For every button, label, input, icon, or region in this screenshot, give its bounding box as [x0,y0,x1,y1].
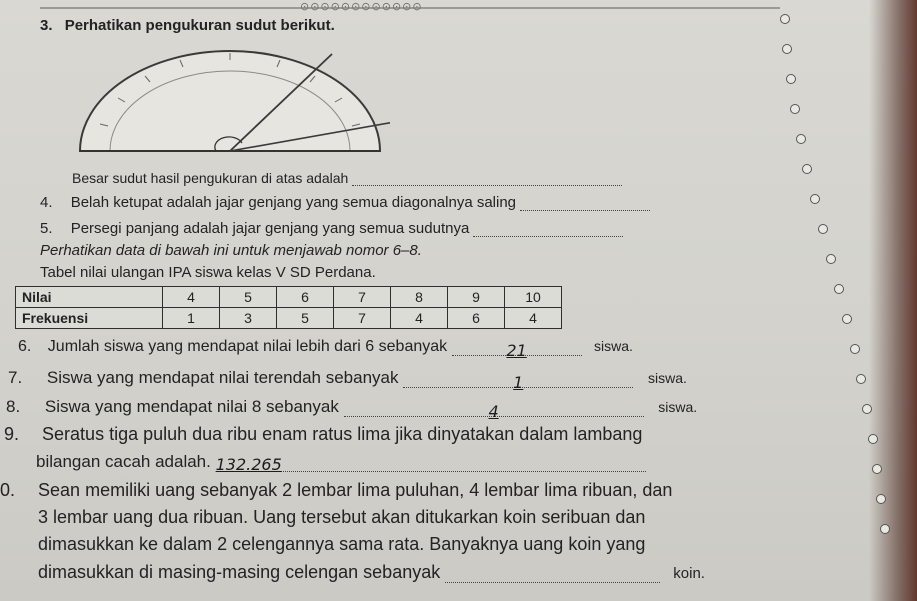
answer-blank[interactable] [473,222,623,237]
question-text: Perhatikan pengukuran sudut berikut. [64,17,335,34]
answer-prompt: Besar sudut hasil pengukuran di atas adalah [72,170,349,186]
table-cell: 6 [277,287,334,308]
question-10-line-3: dimasukkan ke dalam 2 celengannya sama rata. Banyaknya uang koin yang [38,534,646,554]
table-title: Tabel nilai ulangan IPA siswa kelas V SD Perdana. [40,264,376,281]
instruction-text: Perhatikan data di bawah ini untuk menjawab nomor 6–8. [40,242,422,259]
handwritten-answer: 1 [513,373,524,392]
protractor-figure [70,46,390,161]
question-text: Siswa yang mendapat nilai 8 sebanyak [44,397,339,416]
question-number: 7. [8,368,23,387]
table-cell: 7 [334,308,391,329]
table-cell: 10 [505,287,562,308]
row-header: Frekuensi [16,308,163,329]
table-cell: 6 [448,308,505,329]
table-cell: 3 [220,308,277,329]
question-9-line-2 [36,452,646,472]
handwritten-answer: 21 [506,341,527,360]
page-shadow-edge [869,0,917,601]
table-cell: 8 [391,287,448,308]
question-number: 6. [18,338,32,355]
table-cell: 7 [334,287,391,308]
handwritten-answer: 4 [488,402,499,421]
question-3-answer-line [72,170,622,186]
question-text: Siswa yang mendapat nilai terendah sebanyak [46,368,399,387]
question-text: dimasukkan di masing-masing celengan sebanyak [38,562,441,582]
question-number: 0. [0,480,16,500]
question-number: 9. [4,424,20,444]
table-cell: 5 [220,287,277,308]
table-row-nilai [16,287,562,308]
table-cell: 4 [505,308,562,329]
row-header: Nilai [16,287,163,308]
table-cell: 9 [448,287,505,308]
answer-blank[interactable] [452,341,582,360]
answer-unit: siswa. [658,399,698,415]
question-8 [6,397,698,421]
answer-blank[interactable] [403,373,633,392]
question-number: 3. [40,17,53,34]
answer-blank[interactable] [445,566,660,583]
answer-blank[interactable] [216,455,646,472]
question-text: Seratus tiga puluh dua ribu enam ratus lima jika dinyatakan dalam lambang [42,424,643,444]
table-cell: 1 [163,308,220,329]
table-cell: 4 [391,308,448,329]
answer-blank[interactable] [520,196,650,211]
question-10-line-2: 3 lembar uang dua ribuan. Uang tersebut akan ditukarkan koin seribuan dan [38,507,646,527]
question-10-line-1 [0,480,672,501]
question-text: Persegi panjang adalah jajar genjang yang semua sudutnya [70,220,470,237]
handwritten-answer: 132.265 [215,455,282,474]
answer-blank[interactable] [352,171,622,186]
question-5 [40,220,623,237]
question-6 [18,338,633,360]
question-number: 8. [6,397,21,416]
answer-unit: siswa. [594,338,633,354]
protractor-outline [80,51,380,151]
question-10-line-4 [38,562,705,583]
question-number: 5. [40,220,53,237]
question-3 [40,17,335,34]
question-text: Belah ketupat adalah jajar genjang yang semua diagonalnya saling [70,194,517,211]
answer-blank[interactable] [344,402,644,421]
header-ornament: ⊙⊙⊙⊙⊙⊙⊙⊙⊙⊙⊙⊙ [300,1,423,13]
answer-unit: siswa. [647,370,687,386]
answer-unit: koin. [673,565,705,582]
table-cell: 4 [163,287,220,308]
table-cell: 5 [277,308,334,329]
question-text: bilangan cacah adalah. [36,452,211,471]
score-table [15,286,562,329]
question-number: 4. [40,194,53,211]
question-4 [40,194,650,211]
question-9-line-1 [4,424,642,445]
question-text: Jumlah siswa yang mendapat nilai lebih dari 6 sebanyak [47,338,448,355]
table-row-frekuensi [16,308,562,329]
question-text: Sean memiliki uang sebanyak 2 lembar lima puluhan, 4 lembar lima ribuan, dan [38,480,673,500]
question-7 [8,368,687,392]
